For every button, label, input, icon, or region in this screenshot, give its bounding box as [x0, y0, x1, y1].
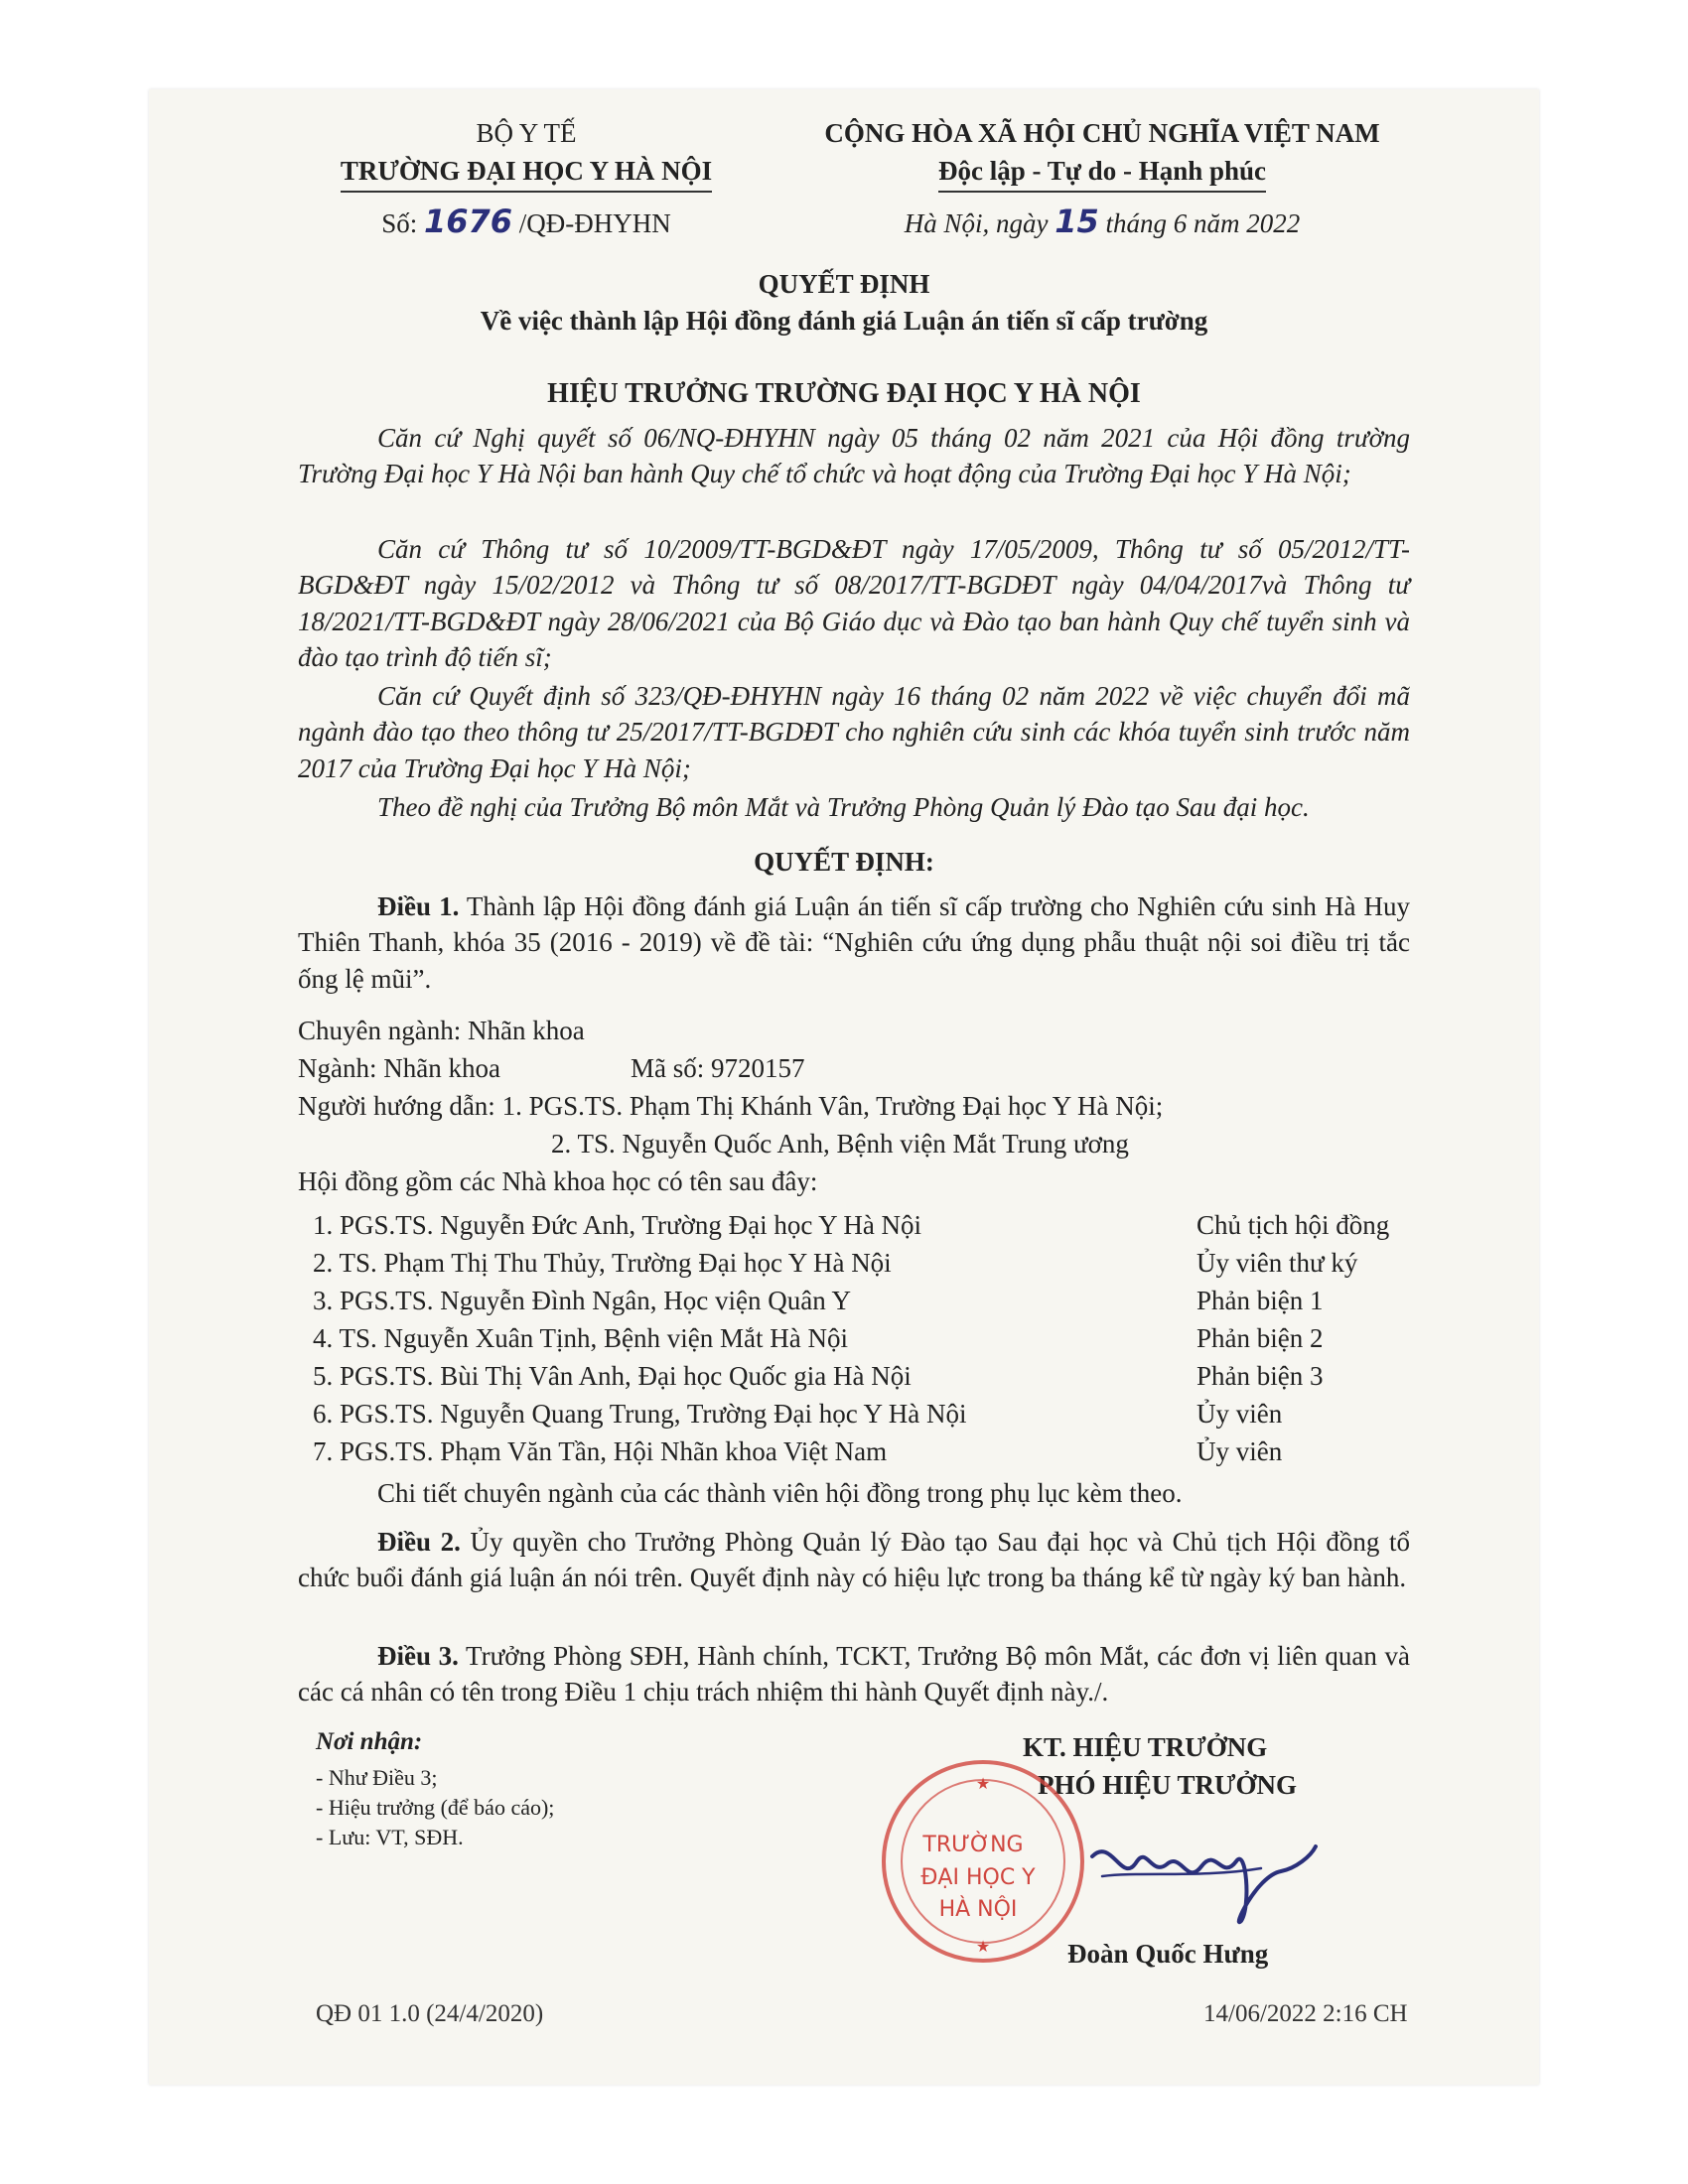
basis-3: Căn cứ Quyết định số 323/QĐ-ĐHYHN ngày 16 tháng 02 năm 2022 về việc chuyển đổi mã ngành đào tạo theo thông tư 25/2017/TT-BGDĐT cho nghiên cứu sinh các khóa tuyển sinh trước năm 2017 của Trường Đại học Y Hà Nội;	[298, 681, 1410, 783]
advisor-1: Người hướng dẫn: 1. PGS.TS. Phạm Thị Khánh Vân, Trường Đại học Y Hà Nội;	[298, 1091, 1164, 1121]
advisor-2: 2. TS. Nguyễn Quốc Anh, Bệnh viện Mắt Trung ương	[551, 1129, 1129, 1159]
member-row: 3. PGS.TS. Nguyễn Đình Ngân, Học viện Quân Y Phản biện 1	[313, 1286, 1324, 1315]
header-right	[774, 114, 1430, 242]
major-code: Mã số: 9720157	[631, 1053, 805, 1083]
appendix-note: Chi tiết chuyên ngành của các thành viên hội đồng trong phụ lục kèm theo.	[377, 1478, 1183, 1508]
recipient-item: - Như Điều 3;	[316, 1765, 438, 1790]
header-left	[298, 114, 755, 242]
article-3	[298, 1638, 1410, 1710]
ministry-name: BỘ Y TẾ	[476, 118, 577, 148]
article-1-text: Thành lập Hội đồng đánh giá Luận án tiến sĩ cấp trường cho Nghiên cứu sinh Hà Huy Thiên Thanh, khóa 35 (2016 - 2019) về đề tài: “Nghiên cứu ứng dụng phẫu thuật nội soi điều trị tắc ống lệ mũi”.	[298, 891, 1411, 994]
school-name: TRƯỜNG ĐẠI HỌC Y HÀ NỘI	[341, 152, 712, 193]
specialty: Chuyên ngành: Nhãn khoa	[298, 1016, 585, 1045]
article-2	[298, 1524, 1410, 1596]
national-motto: Độc lập - Tự do - Hạnh phúc	[938, 152, 1266, 193]
svg-text:★: ★	[975, 1776, 991, 1793]
school-seal-stamp	[879, 1757, 1087, 1966]
article-3-text: Trưởng Phòng SĐH, Hành chính, TCKT, Trưởng Bộ môn Mắt, các đơn vị liên quan và các cá nhân có tên trong Điều 1 chịu trách nhiệm thi hành Quyết định này./.	[298, 1641, 1411, 1707]
council-members	[313, 1206, 1405, 1470]
member-row: 2. TS. Phạm Thị Thu Thủy, Trường Đại học Y Hà Nội Ủy viên thư ký	[313, 1248, 1358, 1278]
stamp-line-1: TRƯỜNG	[922, 1833, 1024, 1857]
signer-name: Đoàn Quốc Hưng	[1067, 1939, 1269, 1969]
decision-heading: QUYẾT ĐỊNH:	[754, 847, 934, 877]
handwritten-signature	[1082, 1817, 1321, 1936]
recipients-label: Nơi nhận:	[316, 1728, 423, 1755]
document-number: Số: 1676 /QĐ-ĐHYHN	[381, 203, 671, 240]
form-code: QĐ 01 1.0 (24/4/2020)	[316, 2000, 544, 2027]
document-title: QUYẾT ĐỊNH	[758, 269, 930, 299]
article-3-label: Điều 3.	[377, 1641, 459, 1671]
major: Ngành: Nhãn khoa	[298, 1053, 500, 1083]
signature-title-1: KT. HIỆU TRƯỞNG	[1023, 1732, 1268, 1762]
article-2-label: Điều 2.	[377, 1527, 461, 1557]
article-1-label: Điều 1.	[377, 891, 460, 921]
member-row: 7. PGS.TS. Phạm Văn Tần, Hội Nhãn khoa Việt Nam Ủy viên	[313, 1436, 1283, 1466]
signature-title-2: PHÓ HIỆU TRƯỞNG	[1038, 1770, 1298, 1800]
basis-4: Theo đề nghị của Trưởng Bộ môn Mắt và Trưởng Phòng Quản lý Đào tạo Sau đại học.	[377, 792, 1310, 822]
basis-1: Căn cứ Nghị quyết số 06/NQ-ĐHYHN ngày 05 tháng 02 năm 2021 của Hội đồng trường Trường Đại học Y Hà Nội ban hành Quy chế tổ chức và hoạt động của Trường Đại học Y Hà Nội;	[298, 423, 1410, 489]
issuing-authority: HIỆU TRƯỞNG TRƯỜNG ĐẠI HỌC Y HÀ NỘI	[547, 378, 1141, 409]
svg-text:★: ★	[975, 1939, 991, 1956]
member-row: 1. PGS.TS. Nguyễn Đức Anh, Trường Đại học Y Hà Nội Chủ tịch hội đồng	[313, 1210, 1390, 1240]
council-intro: Hội đồng gồm các Nhà khoa học có tên sau đây:	[298, 1166, 818, 1196]
member-row: 5. PGS.TS. Bùi Thị Vân Anh, Đại học Quốc gia Hà Nội Phản biện 3	[313, 1361, 1324, 1391]
stamp-line-3: HÀ NỘI	[938, 1897, 1018, 1922]
recipients-list	[316, 1763, 554, 1852]
member-row: 4. TS. Nguyễn Xuân Tịnh, Bệnh viện Mắt Hà Nội Phản biện 2	[313, 1323, 1324, 1353]
handwritten-number: 1676	[423, 203, 513, 240]
member-row: 6. PGS.TS. Nguyễn Quang Trung, Trường Đại học Y Hà Nội Ủy viên	[313, 1399, 1283, 1429]
print-timestamp: 14/06/2022 2:16 CH	[1203, 2000, 1408, 2027]
country-name: CỘNG HÒA XÃ HỘI CHỦ NGHĨA VIỆT NAM	[824, 118, 1380, 148]
handwritten-day: 15	[1055, 203, 1099, 240]
recipient-item: - Lưu: VT, SĐH.	[316, 1825, 464, 1849]
stamp-line-2: ĐẠI HỌC Y	[920, 1865, 1036, 1890]
issue-date: Hà Nội, ngày 15 tháng 6 năm 2022	[904, 203, 1301, 240]
article-1	[298, 888, 1410, 997]
basis-2: Căn cứ Thông tư số 10/2009/TT-BGD&ĐT ngày 17/05/2009, Thông tư số 05/2012/TT-BGD&ĐT ngày 15/02/2012 và Thông tư số 08/2017/TT-BGDĐT ngày 04/04/2017và Thông tư 18/2021/TT-BGD&ĐT ngày 28/06/2021 của Bộ Giáo dục và Đào tạo ban hành Quy chế tuyển sinh và đào tạo trình độ tiến sĩ;	[298, 534, 1410, 673]
article-2-text: Ủy quyền cho Trưởng Phòng Quản lý Đào tạo Sau đại học và Chủ tịch Hội đồng tổ chức buổi đánh giá luận án nói trên. Quyết định này có hiệu lực trong ba tháng kể từ ngày ký ban hành.	[298, 1527, 1411, 1593]
recipient-item: - Hiệu trưởng (để báo cáo);	[316, 1795, 555, 1820]
document-subject: Về việc thành lập Hội đồng đánh giá Luận án tiến sĩ cấp trường	[480, 306, 1208, 336]
